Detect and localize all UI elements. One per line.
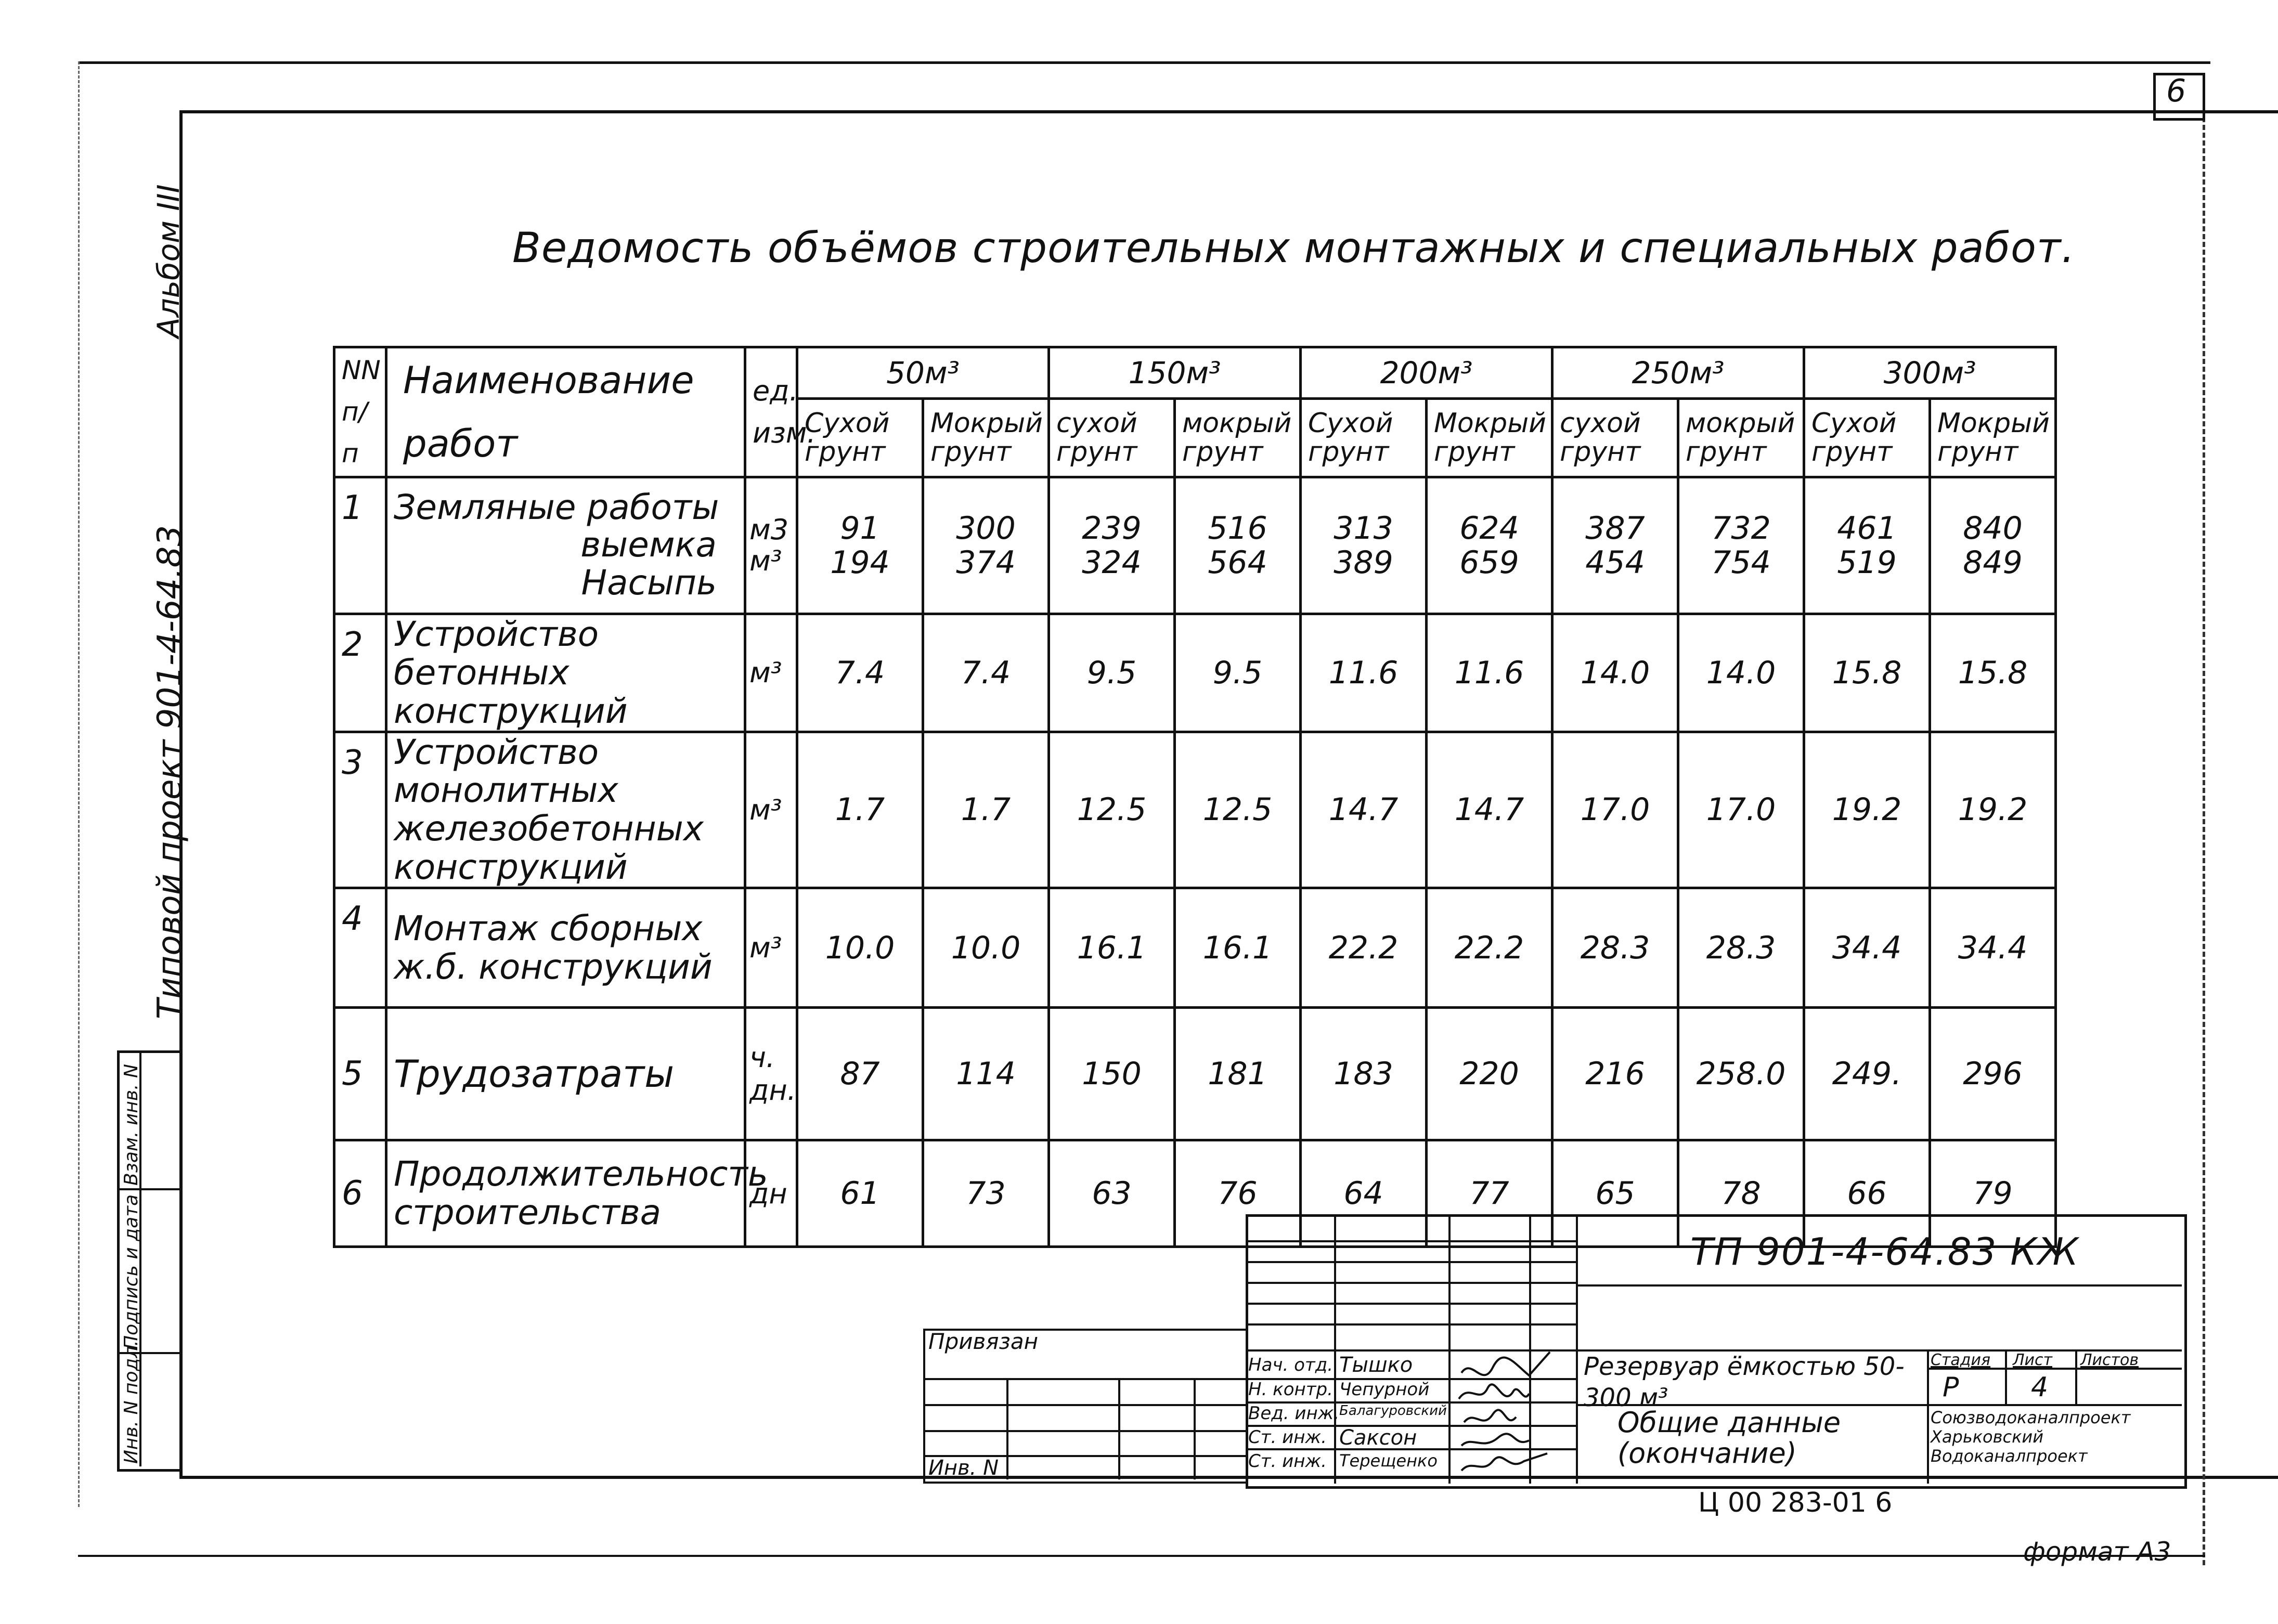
sub-header: Сухой грунт [1804, 398, 1930, 477]
cell-value: 7.4 [923, 614, 1049, 732]
role-label: Вед. инж. [1248, 1403, 1340, 1424]
group-header-300: 300м³ [1804, 347, 2056, 399]
cell-value: 840 849 [1930, 477, 2056, 614]
top-frame-line [78, 61, 2210, 64]
row-name: Земляные работы выемка Насыпь [386, 477, 745, 614]
cell-value: 516 564 [1175, 477, 1301, 614]
cell-value: 10.0 [797, 888, 923, 1008]
cell-value: 9.5 [1049, 614, 1175, 732]
cell-value: 17.0 [1552, 732, 1678, 888]
row-name: Продолжительность строительства [386, 1140, 745, 1247]
col-nn-header: NN п/п [334, 347, 386, 477]
page-title: Ведомость объёмов строительных монтажных и специальных работ. [512, 224, 2075, 272]
format-label: формат А3 [2023, 1537, 2171, 1567]
cell-value: 79 [1930, 1140, 2056, 1247]
cell-value: 15.8 [1804, 614, 1930, 732]
cell-value: 183 [1301, 1008, 1427, 1140]
stage-label: Стадия [1931, 1351, 1991, 1369]
role-label: Н. контр. [1248, 1379, 1333, 1400]
sheet-label: Лист [2013, 1351, 2053, 1369]
cell-value: 249. [1804, 1008, 1930, 1140]
sheet-name: Общие данные (окончание) [1617, 1406, 1841, 1470]
cell-value: 150 [1049, 1008, 1175, 1140]
col-unit-header: ед. изм. [745, 347, 797, 477]
cell-value: 87 [797, 1008, 923, 1140]
album-label: Альбом III [151, 184, 186, 338]
stage-value: Р [1943, 1372, 1959, 1403]
signatures [1451, 1331, 1555, 1482]
row-number: 4 [334, 888, 386, 1008]
row-name: Монтаж сборных ж.б. конструкций [386, 888, 745, 1008]
cell-value: 300 374 [923, 477, 1049, 614]
sub-header: мокрый грунт [1678, 398, 1804, 477]
sub-header: Мокрый грунт [1930, 398, 2056, 477]
table-row [334, 1008, 2056, 1140]
cell-value: 461 519 [1804, 477, 1930, 614]
person-name: Тышко [1339, 1353, 1413, 1377]
document-code: ТП 901-4-64.83 КЖ [1690, 1230, 2079, 1274]
volume-table [333, 346, 2057, 1248]
cell-value: 14.0 [1552, 614, 1678, 732]
row-unit: м³ [745, 614, 797, 732]
row-unit: м³ [745, 732, 797, 888]
person-name: Терещенко [1339, 1451, 1438, 1471]
sub-header: сухой грунт [1552, 398, 1678, 477]
cell-value: 22.2 [1427, 888, 1552, 1008]
outer-right-line [2203, 78, 2205, 1565]
object-name: Резервуар ёмкостью 50- 300 м³ [1584, 1352, 1905, 1412]
row-number: 2 [334, 614, 386, 732]
row-number: 3 [334, 732, 386, 888]
cell-value: 14.7 [1427, 732, 1552, 888]
cell-value: 14.7 [1301, 732, 1427, 888]
sub-header: мокрый грунт [1175, 398, 1301, 477]
bottom-frame-line [78, 1555, 2205, 1557]
row-number: 5 [334, 1008, 386, 1140]
person-name: Саксон [1339, 1426, 1417, 1450]
cell-value: 19.2 [1930, 732, 2056, 888]
cell-value: 19.2 [1804, 732, 1930, 888]
cell-value: 78 [1678, 1140, 1804, 1247]
cell-value: 11.6 [1301, 614, 1427, 732]
group-header-50: 50м³ [797, 347, 1049, 399]
cell-value: 73 [923, 1140, 1049, 1247]
row-unit: ч. дн. [745, 1008, 797, 1140]
row-number: 6 [334, 1140, 386, 1247]
cell-value: 17.0 [1678, 732, 1804, 888]
cell-value: 66 [1804, 1140, 1930, 1247]
cell-value: 181 [1175, 1008, 1301, 1140]
row-number: 1 [334, 477, 386, 614]
sub-header: сухой грунт [1049, 398, 1175, 477]
sheets-label: Листов [2080, 1351, 2139, 1369]
sub-header: Мокрый грунт [923, 398, 1049, 477]
stamp-sign-label: Подпись и дата [121, 1194, 142, 1349]
group-header-200: 200м³ [1301, 347, 1552, 399]
cell-value: 16.1 [1049, 888, 1175, 1008]
stamp-inv-label: Инв. N подл. [121, 1340, 142, 1464]
cell-value: 387 454 [1552, 477, 1678, 614]
cell-value: 1.7 [797, 732, 923, 888]
person-name: Чепурной [1339, 1379, 1430, 1400]
cell-value: 63 [1049, 1140, 1175, 1247]
cell-value: 61 [797, 1140, 923, 1247]
inventory-label: Инв. N [928, 1456, 999, 1480]
cell-value: 28.3 [1678, 888, 1804, 1008]
cell-value: 34.4 [1930, 888, 2056, 1008]
cell-value: 114 [923, 1008, 1049, 1140]
row-unit: дн [745, 1140, 797, 1247]
cell-value: 11.6 [1427, 614, 1552, 732]
cell-value: 16.1 [1175, 888, 1301, 1008]
role-label: Нач. отд. [1248, 1355, 1334, 1375]
row-name: Устройство монолитных железобетонных конструкций [386, 732, 745, 888]
sub-header: Сухой грунт [1301, 398, 1427, 477]
cell-value: 28.3 [1552, 888, 1678, 1008]
role-label: Ст. инж. [1248, 1451, 1327, 1472]
cell-value: 77 [1427, 1140, 1552, 1247]
organization: Союзводоканалпроект Харьковский Водоканалпроект [1931, 1408, 2131, 1466]
cell-value: 216 [1552, 1008, 1678, 1140]
stamp-replace-label: Взам. инв. N [121, 1064, 142, 1186]
col-name-header: Наименование работ [386, 347, 745, 477]
cell-value: 1.7 [923, 732, 1049, 888]
cell-value: 14.0 [1678, 614, 1804, 732]
cell-value: 15.8 [1930, 614, 2056, 732]
cell-value: 296 [1930, 1008, 2056, 1140]
table-row [334, 614, 2056, 732]
cell-value: 12.5 [1175, 732, 1301, 888]
sub-header: Сухой грунт [797, 398, 923, 477]
sheet-corner-number: 6 [2166, 73, 2186, 109]
cell-value: 65 [1552, 1140, 1678, 1247]
row-unit: м³ [745, 888, 797, 1008]
cell-value: 22.2 [1301, 888, 1427, 1008]
archive-number: Ц 00 283-01 6 [1698, 1487, 1893, 1518]
row-name: Устройство бетонных конструкций [386, 614, 745, 732]
person-name: Балагуровский [1339, 1403, 1447, 1419]
cell-value: 624 659 [1427, 477, 1552, 614]
binding-label: Привязан [928, 1329, 1039, 1354]
table-row [334, 477, 2056, 614]
cell-value: 34.4 [1804, 888, 1930, 1008]
cell-value: 239 324 [1049, 477, 1175, 614]
cell-value: 9.5 [1175, 614, 1301, 732]
cell-value: 220 [1427, 1008, 1552, 1140]
role-label: Ст. инж. [1248, 1427, 1327, 1448]
cell-value: 91 194 [797, 477, 923, 614]
left-margin-line [78, 61, 80, 1507]
sheet-value: 4 [2031, 1372, 2049, 1403]
group-header-250: 250м³ [1552, 347, 1804, 399]
cell-value: 76 [1175, 1140, 1301, 1247]
cell-value: 7.4 [797, 614, 923, 732]
cell-value: 258.0 [1678, 1008, 1804, 1140]
sub-header: Мокрый грунт [1427, 398, 1552, 477]
cell-value: 12.5 [1049, 732, 1175, 888]
table-row [334, 732, 2056, 888]
group-header-150: 150м³ [1049, 347, 1301, 399]
row-name: Трудозатраты [386, 1008, 745, 1140]
project-label: Типовой проект 901-4-64.83 [151, 525, 189, 1019]
cell-value: 10.0 [923, 888, 1049, 1008]
cell-value: 732 754 [1678, 477, 1804, 614]
cell-value: 313 389 [1301, 477, 1427, 614]
cell-value: 64 [1301, 1140, 1427, 1247]
row-unit: м3 м³ [745, 477, 797, 614]
table-row [334, 888, 2056, 1008]
